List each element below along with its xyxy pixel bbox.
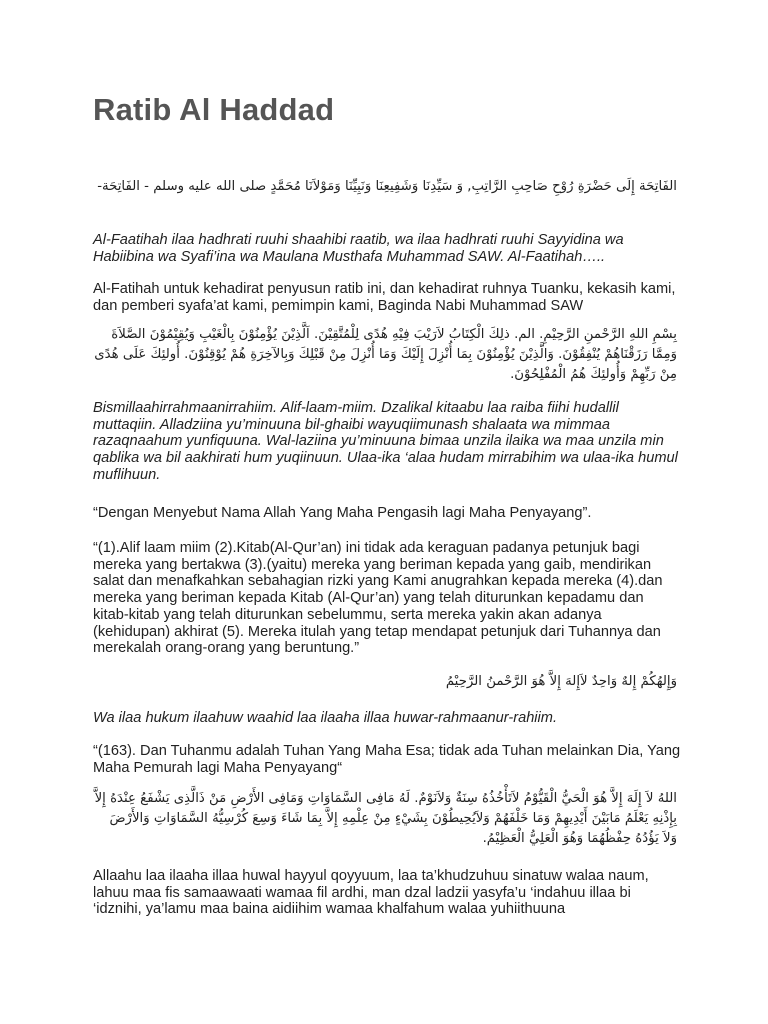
- arabic-fatihah-dedication: الفَاتِحَة إِلَى حَضْرَةِ رُوْحِ صَاحِبِ الرَّاتِبِ, وَ سَيِّدِنَا وَشَفِيعِنَا وَنَبِيِّنَا وَمَوْلاَنَا مُحَمَّدٍ صلى الله عليه وسلم - الفَاتِحَة-: [97, 179, 677, 194]
- translation-fatihah: Al-Fatihah untuk kehadirat penyusun ratib ini, dan kehadirat ruhnya Tuanku, kekasih kami, dan pemberi syafa’at kami, pemimpin kami, Baginda Nabi Muhammad SAW: [93, 281, 676, 314]
- transliteration-ayat-kursi: Allaahu laa ilaaha illaa huwal hayyul qoyyuum, laa ta’khudzuhuu sinatuw walaa naum, lahuu maa fis samaawaati wamaa fil ardhi, man dzal ladzii yasyfa’u ‘indahuu illaa bi ‘idznihi, ya’lamu maa baina aidiihim wamaa khalfahum walaa yuhiithuuna: [93, 868, 649, 918]
- arabic-al-baqarah-163: وَإِلهُكُمْ إِلهٌ وَاحِدٌ لاَإِلهَ إِلاَّ هُوَ الرَّحْمنُ الرَّحِيْمُ: [445, 674, 677, 689]
- transliteration-al-baqarah-163: Wa ilaa hukum ilaahuw waahid laa ilaaha illaa huwar-rahmaanur-rahiim.: [93, 710, 558, 726]
- transliteration-fatihah: Al-Faatihah ilaa hadhrati ruuhi shaahibi raatib, wa ilaa hadhrati ruuhi Sayyidina wa Habiibina wa Syafi’ina wa Maulana Musthafa Muhammad SAW. Al-Faatihah…..: [93, 232, 624, 265]
- arabic-ayat-kursi: اللهُ لاَ إِلَهَ إِلاَّ هُوَ الْحَيُّ الْقَيُّوْمُ لاَتَأْخُذُهُ سِنَةٌ وَلاَنَوْمٌ. لَهُ مَافِى السَّمَاوَاتِ وَمَافِى الأَرْضِ مَنْ ذَالَّذِى يَشْفَعُ عِنْدَهُ إِلاَّ بِإِذْنِهِ يَعْلَمُ مَابَيْنَ أَيْدِيهِمْ وَمَا خَلْفَهُمْ وَلاَيُحِيطُوْنَ بِشَيْءٍ مِنْ عِلْمِهِ إِلاَّ بِمَا شَاءَ وَسِعَ كُرْسِيُّهُ السَّمَاوَاتِ وَالأَرْضَ وَلاَ يَؤُدُهُ حِفْظُهُمَا وَهُوَ الْعَلِيُّ الْعَظِيْمُ.: [94, 791, 677, 846]
- transliteration-al-baqarah-1-5: Bismillaahirrahmaanirrahiim. Alif-laam-miim. Dzalikal kitaabu laa raiba fiihi hudallil muttaqiin. Alladziina yu’minuuna bil-ghaibi wayuqiimunash shalaata wa mimmaa razaqnaahum yunfiquuna. Wal-laziina yu’minuuna bimaa unzila ilaika wa maa unzila min qablika wa bil aakhirati hum yuqiinuun. Ulaa-ika ‘alaa hudam mirrabihim wa ulaa-ika humul muflihuun.: [93, 400, 678, 483]
- translation-basmalah: “Dengan Menyebut Nama Allah Yang Maha Pengasih lagi Maha Penyayang”.: [93, 505, 592, 521]
- arabic-al-baqarah-1-5: بِسْمِ اللهِ الرَّحْمنِ الرَّحِيْمِ. الم. ذلِكَ الْكِتَابُ لاَرَيْبَ فِيْهِ هُدًى لِلْمُتَّقِيْنَ. اَلَّذِيْنَ يُؤْمِنُوْنَ بِالْغَيْبِ وَيُقِيْمُوْنَ الصَّلاَةَ وَمِمَّا رَزَقْنَاهُمْ يُنْفِقُوْنَ. وَالَّذِيْنَ يُؤْمِنُوْنَ بِمَا أُنْزِلَ إِلَيْكَ وَمَا أُنْزِلَ مِنْ قَبْلِكَ وَبِالآخِرَةِ هُمْ يُوْقِنُوْنَ. أُولئِكَ عَلَى هُدًى مِنْ رَبِّهِمْ وَأُولئِكَ هُمُ الْمُفْلِحُوْنَ.: [94, 327, 677, 382]
- page-title: Ratib Al Haddad: [93, 92, 335, 127]
- translation-al-baqarah-163: “(163). Dan Tuhanmu adalah Tuhan Yang Maha Esa; tidak ada Tuhan melainkan Dia, Yang Maha Pemurah lagi Maha Penyayang“: [93, 743, 681, 776]
- translation-al-baqarah-1-5: “(1).Alif laam miim (2).Kitab(Al-Qur’an) ini tidak ada keraguan padanya petunjuk bagi mereka yang bertakwa (3).(yaitu) mereka yang beriman kepada yang gaib, mendirikan salat dan menafkahkan sebahagian rizki yang Kami anugrahkan kepada mereka (4).dan mereka yang beriman kepada Kitab (Al-Qur’an) yang telah diturunkan kepadamu dan kitab-kitab yang telah diturunkan sebelummu, serta mereka yakin akan adanya (kehidupan) akhirat (5). Mereka itulah yang tetap mendapat petunjuk dari Tuhannya dan merekalah orang-orang yang beruntung.”: [93, 540, 663, 657]
